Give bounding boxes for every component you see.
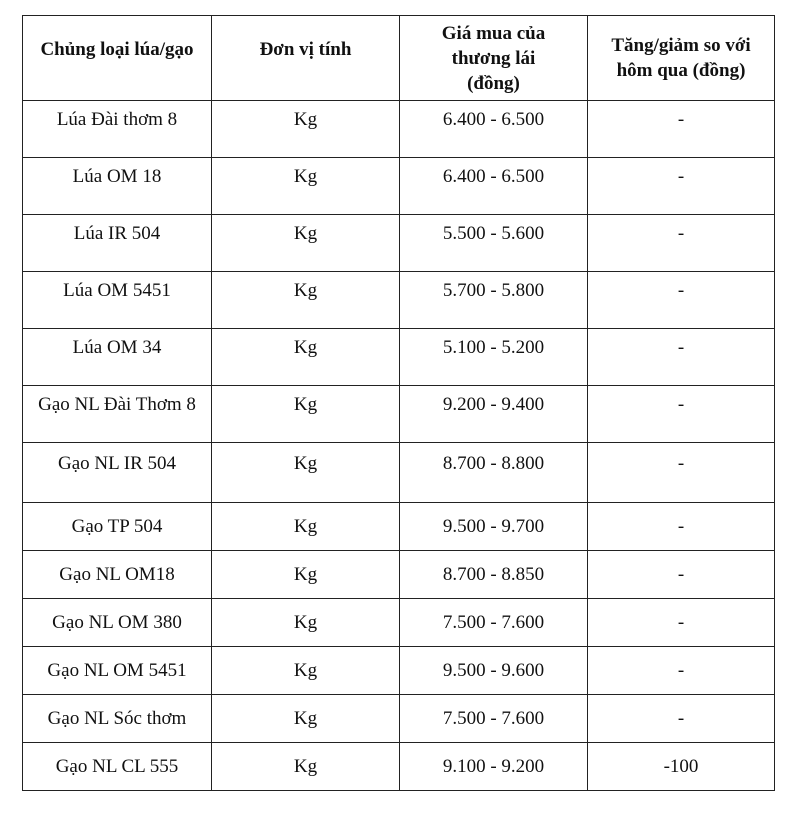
change-cell: - xyxy=(588,386,775,443)
price-cell: 5.500 - 5.600 xyxy=(400,215,588,272)
table-row xyxy=(23,158,775,215)
header-unit: Đơn vị tính xyxy=(212,16,400,101)
unit-cell: Kg xyxy=(212,647,400,695)
table-row xyxy=(23,695,775,743)
rice-type-cell: Gạo TP 504 xyxy=(23,503,212,551)
price-cell: 5.100 - 5.200 xyxy=(400,329,588,386)
price-cell: 9.100 - 9.200 xyxy=(400,743,588,791)
price-cell: 5.700 - 5.800 xyxy=(400,272,588,329)
change-cell: - xyxy=(588,599,775,647)
price-cell: 9.500 - 9.700 xyxy=(400,503,588,551)
price-cell: 6.400 - 6.500 xyxy=(400,158,588,215)
table-header-row xyxy=(23,16,775,101)
price-cell: 7.500 - 7.600 xyxy=(400,695,588,743)
table-row xyxy=(23,215,775,272)
table-row xyxy=(23,386,775,443)
rice-type-cell: Gạo NL CL 555 xyxy=(23,743,212,791)
unit-cell: Kg xyxy=(212,503,400,551)
change-cell: - xyxy=(588,158,775,215)
rice-type-cell: Gạo NL IR 504 xyxy=(23,443,212,503)
rice-type-cell: Lúa OM 34 xyxy=(23,329,212,386)
unit-cell: Kg xyxy=(212,101,400,158)
price-cell: 7.500 - 7.600 xyxy=(400,599,588,647)
price-cell: 9.200 - 9.400 xyxy=(400,386,588,443)
rice-type-cell: Gạo NL OM 380 xyxy=(23,599,212,647)
unit-cell: Kg xyxy=(212,599,400,647)
table-row xyxy=(23,101,775,158)
header-rice-type: Chủng loại lúa/gạo xyxy=(23,16,212,101)
table-row xyxy=(23,503,775,551)
rice-type-cell: Gạo NL OM 5451 xyxy=(23,647,212,695)
change-cell: - xyxy=(588,329,775,386)
table-row xyxy=(23,329,775,386)
price-cell: 8.700 - 8.800 xyxy=(400,443,588,503)
rice-price-table xyxy=(22,15,775,791)
unit-cell: Kg xyxy=(212,695,400,743)
rice-type-cell: Gạo NL OM18 xyxy=(23,551,212,599)
unit-cell: Kg xyxy=(212,215,400,272)
rice-type-cell: Gạo NL Sóc thơm xyxy=(23,695,212,743)
unit-cell: Kg xyxy=(212,158,400,215)
unit-cell: Kg xyxy=(212,743,400,791)
change-cell: - xyxy=(588,443,775,503)
price-cell: 9.500 - 9.600 xyxy=(400,647,588,695)
change-cell: - xyxy=(588,215,775,272)
unit-cell: Kg xyxy=(212,443,400,503)
unit-cell: Kg xyxy=(212,386,400,443)
change-cell: - xyxy=(588,551,775,599)
header-change: Tăng/giảm so với hôm qua (đồng) xyxy=(588,16,775,101)
unit-cell: Kg xyxy=(212,551,400,599)
header-trader-price: Giá mua của thương lái (đồng) xyxy=(400,16,588,101)
rice-type-cell: Gạo NL Đài Thơm 8 xyxy=(23,386,212,443)
rice-type-cell: Lúa OM 18 xyxy=(23,158,212,215)
rice-type-cell: Lúa OM 5451 xyxy=(23,272,212,329)
rice-type-cell: Lúa Đài thơm 8 xyxy=(23,101,212,158)
rice-type-cell: Lúa IR 504 xyxy=(23,215,212,272)
table-row xyxy=(23,599,775,647)
unit-cell: Kg xyxy=(212,329,400,386)
change-cell: - xyxy=(588,101,775,158)
table-row xyxy=(23,272,775,329)
table-row xyxy=(23,743,775,791)
unit-cell: Kg xyxy=(212,272,400,329)
change-cell: - xyxy=(588,647,775,695)
change-cell: -100 xyxy=(588,743,775,791)
change-cell: - xyxy=(588,503,775,551)
change-cell: - xyxy=(588,272,775,329)
table-row xyxy=(23,647,775,695)
change-cell: - xyxy=(588,695,775,743)
table-row xyxy=(23,551,775,599)
table-row xyxy=(23,443,775,503)
price-cell: 8.700 - 8.850 xyxy=(400,551,588,599)
price-cell: 6.400 - 6.500 xyxy=(400,101,588,158)
